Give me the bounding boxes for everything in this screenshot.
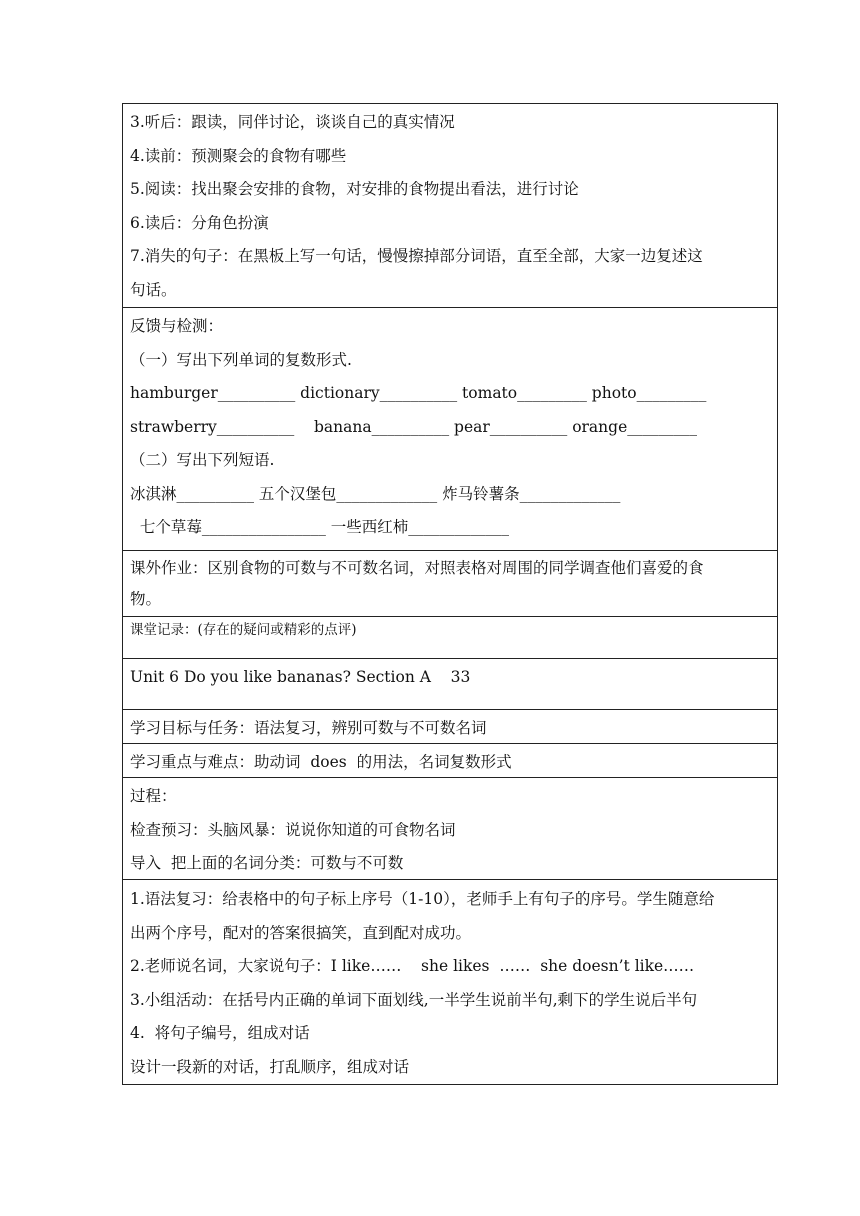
objectives-text: 学习目标与任务：语法复习，辨别可数与不可数名词 xyxy=(130,719,487,737)
homework-text-cont: 物。 xyxy=(130,590,162,608)
step-vanishing-sentence-cont: 句话。 xyxy=(130,280,177,299)
objectives-cell xyxy=(123,709,777,743)
step-read-before: 4.读前：预测聚会的食物有哪些 xyxy=(130,146,347,165)
unit-title: Unit 6 Do you like bananas? Section A 33 xyxy=(130,668,471,686)
step-vanishing-sentence: 7.消失的句子：在黑板上写一句话，慢慢擦掉部分词语，直至全部，大家一边复述这 xyxy=(130,247,703,265)
preview-check: 检查预习：头脑风暴：说说你知道的可食物名词 xyxy=(130,820,456,839)
plural-words-line-1: hamburger__________ dictionary__________ tomato_________ photo_________ xyxy=(130,384,707,402)
grammar-review-cont: 出两个序号，配对的答案很搞笑，直到配对成功。 xyxy=(130,923,472,942)
design-dialogue: 设计一段新的对话，打乱顺序，组成对话 xyxy=(130,1057,410,1076)
lesson-plan-table xyxy=(122,103,778,1085)
key-points-cell xyxy=(123,743,777,777)
feedback-heading: 反馈与检测： xyxy=(130,317,224,335)
step-read-after: 6.读后：分角色扮演 xyxy=(130,213,269,232)
phrase-task-heading: （二）写出下列短语. xyxy=(130,451,275,469)
phrase-line-1: 冰淇淋__________ 五个汉堡包_____________ 炸马铃薯条_____________ xyxy=(130,484,621,503)
phrase-line-2: 七个草莓________________ 一些西红柿_____________ xyxy=(130,518,510,536)
noun-sentence-drill: 2.老师说名词，大家说句子：I like…… she likes …… she doesn’t like…… xyxy=(130,957,695,975)
number-sentences: 4. 将句子编号，组成对话 xyxy=(130,1024,310,1042)
feedback-test-cell xyxy=(123,307,777,550)
process-heading: 过程： xyxy=(130,787,177,805)
homework-text: 课外作业：区别食物的可数与不可数名词，对照表格对周围的同学调查他们喜爱的食 xyxy=(130,559,704,577)
plural-words-line-2: strawberry__________ banana__________ pear__________ orange_________ xyxy=(130,417,697,436)
class-notes-cell xyxy=(123,616,777,658)
step-reading: 5.阅读：找出聚会安排的食物，对安排的食物提出看法，进行讨论 xyxy=(130,180,579,198)
plural-task-heading: （一）写出下列单词的复数形式. xyxy=(130,350,352,369)
grammar-review: 1.语法复习：给表格中的句子标上序号（1-10），老师手上有句子的序号。学生随意给 xyxy=(130,890,715,908)
practice-steps-cell xyxy=(123,879,777,1084)
step-listen-after: 3.听后：跟读，同伴讨论，谈谈自己的真实情况 xyxy=(130,113,455,131)
process-cell xyxy=(123,777,777,879)
unit-title-cell xyxy=(123,658,777,709)
group-activity: 3.小组活动：在括号内正确的单词下面划线,一半学生说前半句,剩下的学生说后半句 xyxy=(130,990,698,1009)
lead-in: 导入 把上面的名词分类：可数与不可数 xyxy=(130,854,404,872)
key-points-text: 学习重点与难点：助动词 does 的用法，名词复数形式 xyxy=(130,753,512,771)
activity-steps-cell xyxy=(123,104,777,307)
class-notes-label: 课堂记录：(存在的疑问或精彩的点评) xyxy=(130,622,357,638)
homework-cell xyxy=(123,550,777,616)
